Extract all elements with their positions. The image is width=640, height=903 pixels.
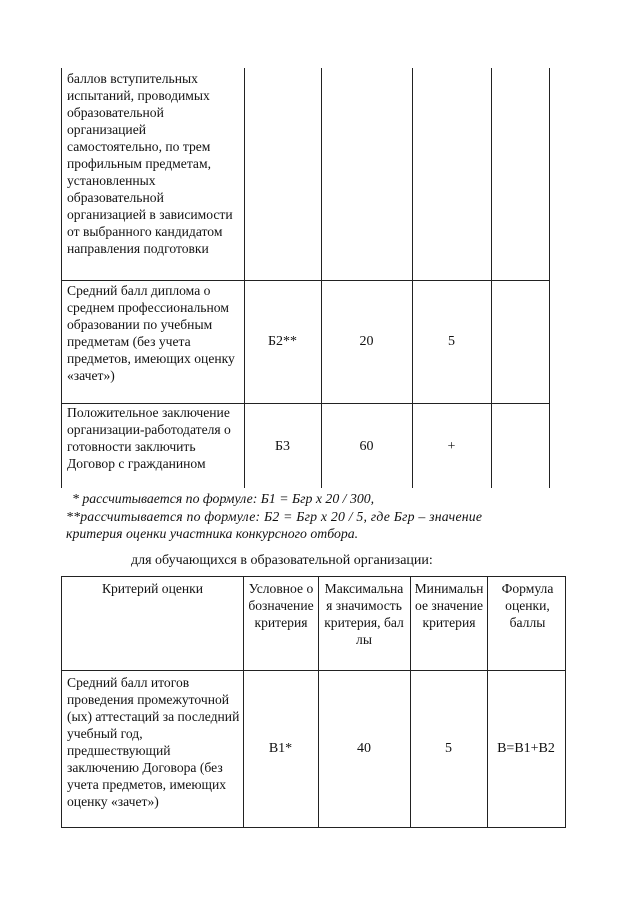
symbol-cell: Б2**	[267, 334, 298, 349]
footnote-b2-cont: критерия оценки участника конкурсного отбора.	[66, 526, 359, 541]
footnote-b1: * рассчитывается по формуле: Б1 = Бгр x 20 / 300,	[72, 491, 375, 506]
criteria-table-continued	[61, 68, 550, 488]
min-value-cell: +	[447, 439, 456, 454]
column-divider	[491, 68, 492, 488]
header-formula: Формула оценки, баллы	[501, 581, 554, 630]
header-criterion: Критерий оценки	[101, 581, 204, 596]
column-divider	[244, 68, 245, 488]
criteria-table-students	[61, 576, 566, 828]
max-value-cell: 40	[357, 741, 371, 756]
section-intro: для обучающихся в образовательной организации:	[131, 553, 433, 568]
column-divider	[321, 68, 322, 488]
column-divider	[318, 577, 319, 827]
max-value-cell: 20	[359, 334, 374, 349]
formula-cell: В=В1+В2	[497, 741, 555, 756]
symbol-cell: Б3	[274, 439, 291, 454]
criterion-cell-diploma-average: Средний балл диплома о среднем профессиональном образовании по учебным предметам (без учета предметов, имеющих оценку «зачет»)	[67, 283, 235, 383]
row-divider	[62, 280, 549, 281]
column-divider	[410, 577, 411, 827]
row-divider	[62, 670, 565, 671]
footnote-b2: **рассчитывается по формуле: Б2 = Бгр x 20 / 5, где Бгр – значение	[66, 509, 483, 524]
max-value-cell: 60	[359, 439, 374, 454]
min-value-cell: 5	[445, 741, 452, 756]
header-min: Минимальное значение критерия	[414, 581, 484, 630]
header-max: Максимальная значимость критерия, баллы	[324, 581, 404, 647]
criterion-cell-employer-conclusion: Положительное заключение организации-работодателя о готовности заключить Договор с гражданином	[67, 405, 231, 471]
column-divider	[412, 68, 413, 488]
symbol-cell: В1*	[268, 741, 293, 756]
criterion-cell-entrance-exams: баллов вступительных испытаний, проводимых образовательной организацией самостоятельно, по трем профильным предметам, установленных образовательной организацией в зависимости от выбранного кандидатом направления подготовки	[67, 71, 233, 256]
criterion-cell-interim-average: Средний балл итогов проведения промежуточной (ых) аттестаций за последний учебный год, предшествующий заключению Договора (без учета предметов, имеющих оценку «зачет»)	[67, 675, 240, 809]
min-value-cell: 5	[448, 334, 455, 349]
column-divider	[487, 577, 488, 827]
header-symbol: Условное обозначение критерия	[248, 581, 314, 630]
